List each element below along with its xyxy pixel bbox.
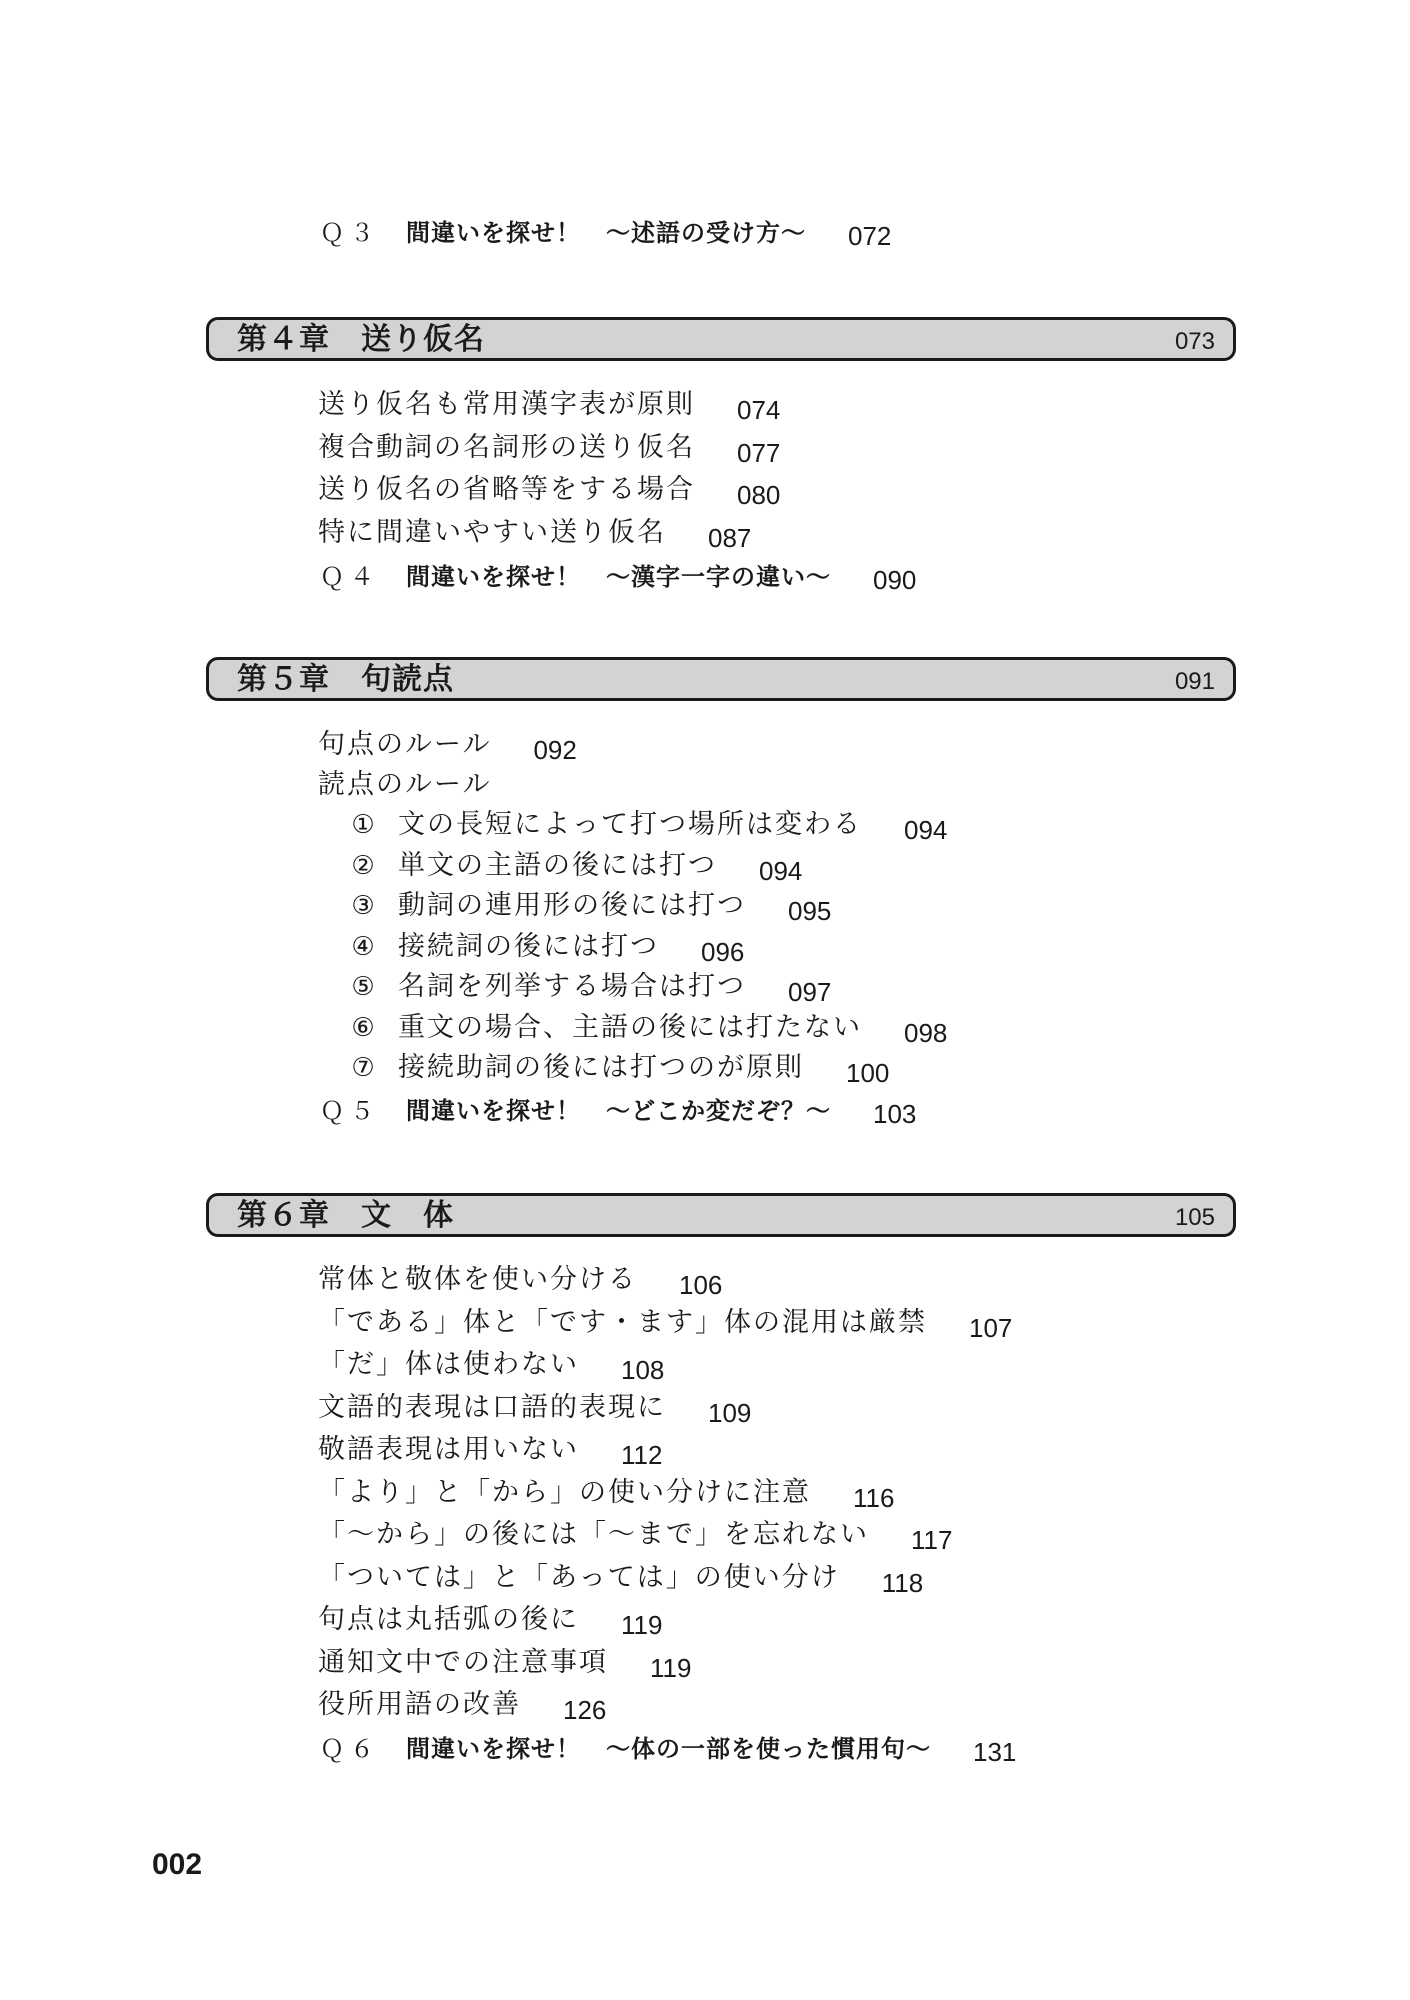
page-number: 117 <box>911 1525 953 1555</box>
entry-title: 特に間違いやすい送り仮名 <box>318 517 666 548</box>
subentry-number: ① <box>351 810 377 840</box>
chapter-title: 第５章 句読点 <box>237 662 454 697</box>
page-number: 090 <box>873 565 917 595</box>
toc-entry[interactable] <box>318 1603 662 1642</box>
toc-entry[interactable] <box>318 1646 691 1685</box>
subentry-number: ② <box>351 851 377 881</box>
toc-entry[interactable] <box>318 516 751 555</box>
chapter-title: 第６章 文 体 <box>237 1198 454 1233</box>
toc-entry[interactable] <box>318 1518 952 1557</box>
page-number: 112 <box>621 1440 663 1470</box>
subentry-number: ⑥ <box>351 1013 377 1043</box>
entry-title: 接続助詞の後には打つのが原則 <box>398 1052 804 1083</box>
chapter-5-header[interactable] <box>206 657 1236 701</box>
toc-subentry[interactable] <box>346 1011 947 1050</box>
toc-entry-q3[interactable] <box>320 216 891 253</box>
toc-subentry[interactable] <box>346 930 744 969</box>
entry-title: 「である」体と「です・ます」体の混用は厳禁 <box>318 1307 927 1338</box>
toc-entry[interactable] <box>318 1263 722 1302</box>
page-number: 119 <box>650 1653 692 1683</box>
entry-title: 間違いを探せ！ ～体の一部を使った慣用句～ <box>406 1735 931 1763</box>
toc-entry[interactable] <box>318 728 577 767</box>
page-number: 109 <box>708 1398 752 1428</box>
entry-title: 「より」と「から」の使い分けに注意 <box>318 1477 811 1508</box>
page-number: 092 <box>533 735 577 765</box>
toc-entry[interactable] <box>318 1391 751 1430</box>
quiz-label: Ｑ４ <box>320 563 380 591</box>
entry-title: 接続詞の後には打つ <box>398 931 659 962</box>
entry-title: 「だ」体は使わない <box>318 1349 579 1380</box>
toc-subentry[interactable] <box>346 889 831 928</box>
subentry-number: ③ <box>351 891 377 921</box>
toc-entry[interactable] <box>318 768 491 802</box>
page-number: 116 <box>853 1483 895 1513</box>
page-number: 080 <box>737 480 781 510</box>
chapter-6-header[interactable] <box>206 1193 1236 1237</box>
toc-entry[interactable] <box>318 1306 1012 1345</box>
page-number: 074 <box>737 395 781 425</box>
entry-title: 常体と敬体を使い分ける <box>318 1264 637 1295</box>
subentry-number: ⑤ <box>351 972 377 1002</box>
entry-title: 「～から」の後には「～まで」を忘れない <box>318 1519 869 1550</box>
page-number: 077 <box>737 438 781 468</box>
entry-title: 重文の場合、主語の後には打たない <box>398 1012 862 1043</box>
page-number: 118 <box>881 1568 924 1598</box>
toc-entry-q4[interactable] <box>320 560 916 597</box>
page-number: 119 <box>621 1610 663 1640</box>
page-number: 087 <box>708 523 752 553</box>
entry-title: 間違いを探せ！ ～どこか変だぞ？～ <box>406 1097 831 1125</box>
subentry-number: ⑦ <box>351 1053 377 1083</box>
toc-subentry[interactable] <box>346 1051 889 1090</box>
page-number: 100 <box>846 1058 890 1088</box>
toc-entry-q5[interactable] <box>320 1094 916 1131</box>
toc-entry[interactable] <box>318 1433 662 1472</box>
chapter-page-number: 105 <box>1174 1204 1215 1231</box>
chapter-page-number: 073 <box>1174 328 1215 355</box>
entry-title: 送り仮名の省略等をする場合 <box>318 474 695 505</box>
page-number: 108 <box>621 1355 665 1385</box>
entry-title: 送り仮名も常用漢字表が原則 <box>318 389 695 420</box>
toc-subentry[interactable] <box>346 808 947 847</box>
entry-title: 句点のルール <box>318 729 492 760</box>
quiz-label: Ｑ５ <box>320 1097 380 1125</box>
entry-title: 文の長短によって打つ場所は変わる <box>398 809 862 840</box>
toc-subentry[interactable] <box>346 970 831 1009</box>
toc-entry[interactable] <box>318 1688 606 1727</box>
entry-title: 名詞を列挙する場合は打つ <box>398 971 746 1002</box>
toc-entry[interactable] <box>318 1561 923 1600</box>
entry-title: 敬語表現は用いない <box>318 1434 579 1465</box>
page-number: 126 <box>563 1695 607 1725</box>
page-number: 103 <box>873 1099 917 1129</box>
entry-title: 単文の主語の後には打つ <box>398 850 717 881</box>
quiz-label: Ｑ３ <box>320 219 380 247</box>
toc-entry[interactable] <box>318 388 780 427</box>
page-number: 131 <box>973 1737 1017 1767</box>
toc-subentry[interactable] <box>346 849 802 888</box>
chapter-page-number: 091 <box>1174 668 1215 695</box>
page-number: 095 <box>788 896 832 926</box>
toc-entry[interactable] <box>318 1348 664 1387</box>
entry-title: 間違いを探せ！ ～漢字一字の違い～ <box>406 563 831 591</box>
entry-title: 文語的表現は口語的表現に <box>318 1392 666 1423</box>
page-number: 097 <box>788 977 832 1007</box>
entry-title: 役所用語の改善 <box>318 1689 521 1720</box>
page-number: 094 <box>904 815 948 845</box>
subentry-number: ④ <box>351 932 377 962</box>
page-number: 106 <box>679 1270 723 1300</box>
quiz-label: Ｑ６ <box>320 1735 380 1763</box>
toc-entry[interactable] <box>318 1476 894 1515</box>
page-number: 072 <box>848 221 892 251</box>
page-number: 096 <box>701 937 745 967</box>
toc-entry-q6[interactable] <box>320 1732 1016 1769</box>
entry-title: 「ついては」と「あっては」の使い分け <box>318 1562 840 1593</box>
entry-title: 動詞の連用形の後には打つ <box>398 890 746 921</box>
entry-title: 読点のルール <box>318 769 492 800</box>
toc-entry[interactable] <box>318 431 780 470</box>
page-number: 098 <box>904 1018 948 1048</box>
page-number: 094 <box>759 856 803 886</box>
entry-title: 複合動詞の名詞形の送り仮名 <box>318 432 695 463</box>
entry-title: 句点は丸括弧の後に <box>318 1604 579 1635</box>
entry-title: 通知文中での注意事項 <box>318 1647 608 1678</box>
entry-title: 間違いを探せ！ ～述語の受け方～ <box>406 219 806 247</box>
chapter-title: 第４章 送り仮名 <box>237 322 485 357</box>
chapter-4-header[interactable] <box>206 317 1236 361</box>
page-number: 107 <box>969 1313 1013 1343</box>
toc-entry[interactable] <box>318 473 780 512</box>
page-folio: 002 <box>152 1848 203 1881</box>
